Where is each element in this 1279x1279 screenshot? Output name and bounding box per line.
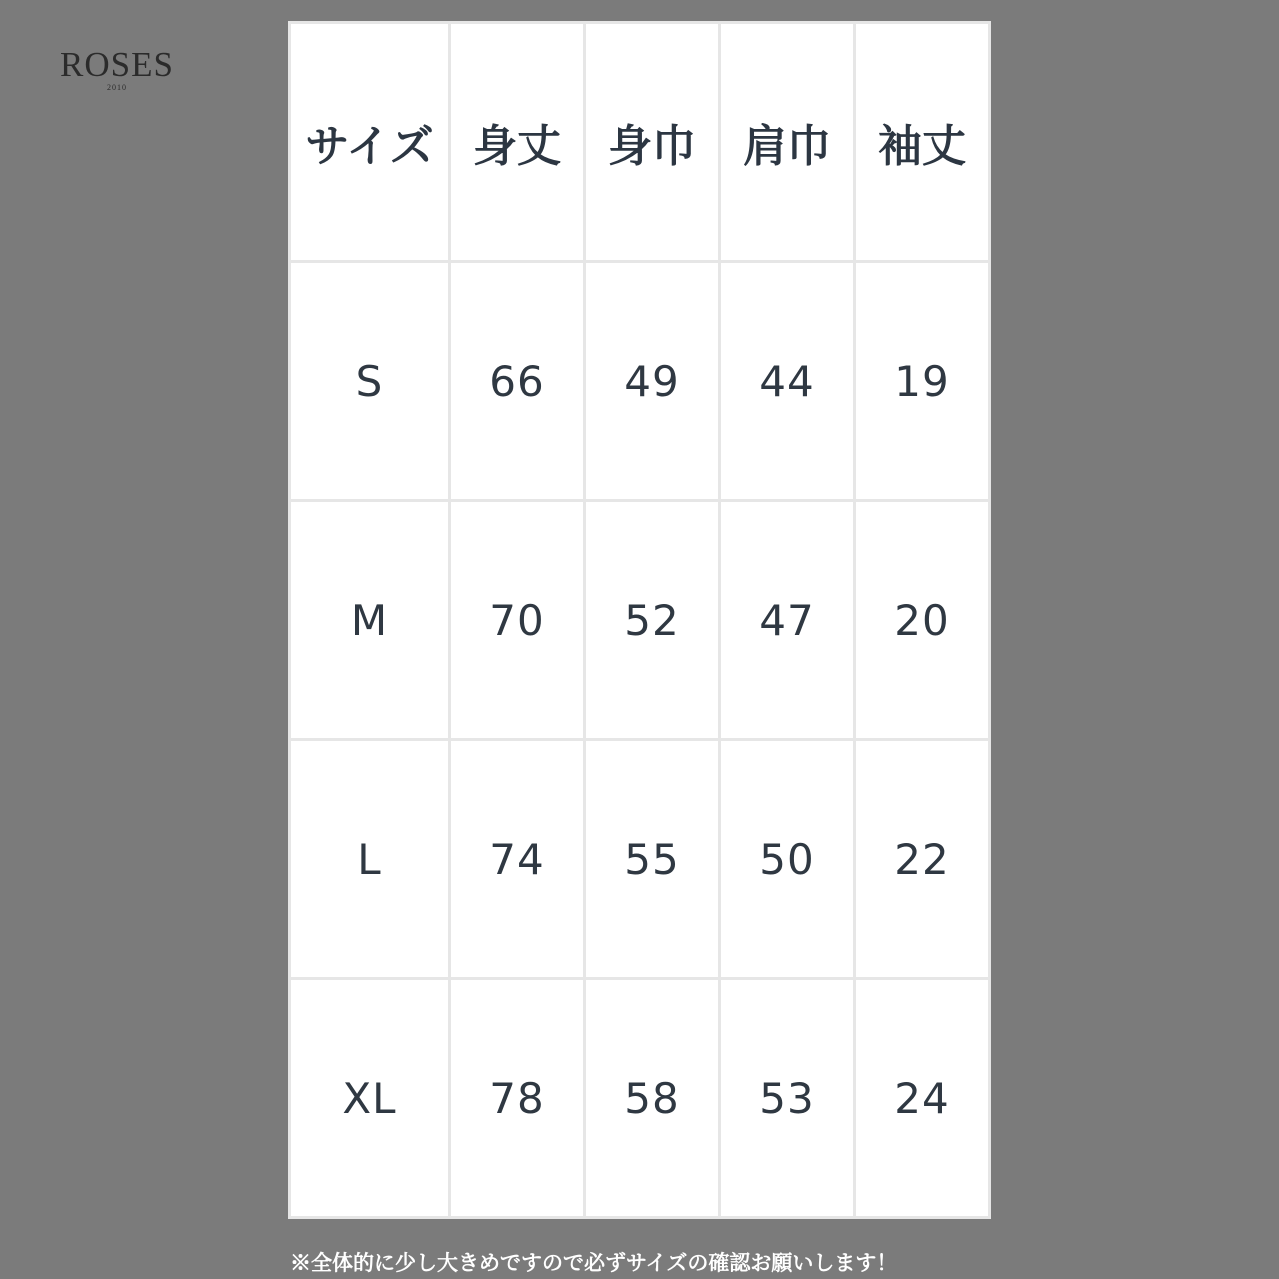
cell-size: M	[290, 501, 450, 740]
cell-shoulder: 44	[720, 262, 855, 501]
cell-width: 52	[585, 501, 720, 740]
cell-length: 66	[450, 262, 585, 501]
brand-logo	[52, 46, 182, 92]
header-length: 身丈	[450, 23, 585, 262]
cell-shoulder: 50	[720, 740, 855, 979]
size-chart-table	[288, 21, 991, 1219]
table-row	[290, 501, 990, 740]
header-sleeve: 袖丈	[855, 23, 990, 262]
cell-sleeve: 24	[855, 979, 990, 1218]
cell-shoulder: 53	[720, 979, 855, 1218]
sizing-note: ※全体的に少し大きめですので必ずサイズの確認お願いします！	[290, 1250, 898, 1275]
cell-length: 78	[450, 979, 585, 1218]
brand-name: ROSES	[60, 45, 174, 84]
cell-size: L	[290, 740, 450, 979]
cell-length: 74	[450, 740, 585, 979]
header-shoulder: 肩巾	[720, 23, 855, 262]
cell-sleeve: 22	[855, 740, 990, 979]
table-header-row	[290, 23, 990, 262]
cell-size: XL	[290, 979, 450, 1218]
table-row	[290, 262, 990, 501]
table-row	[290, 740, 990, 979]
cell-sleeve: 20	[855, 501, 990, 740]
cell-size: S	[290, 262, 450, 501]
cell-sleeve: 19	[855, 262, 990, 501]
cell-length: 70	[450, 501, 585, 740]
header-width: 身巾	[585, 23, 720, 262]
cell-width: 55	[585, 740, 720, 979]
cell-width: 49	[585, 262, 720, 501]
cell-width: 58	[585, 979, 720, 1218]
table-row	[290, 979, 990, 1218]
brand-year: 2010	[107, 83, 127, 92]
cell-shoulder: 47	[720, 501, 855, 740]
header-size: サイズ	[290, 23, 450, 262]
